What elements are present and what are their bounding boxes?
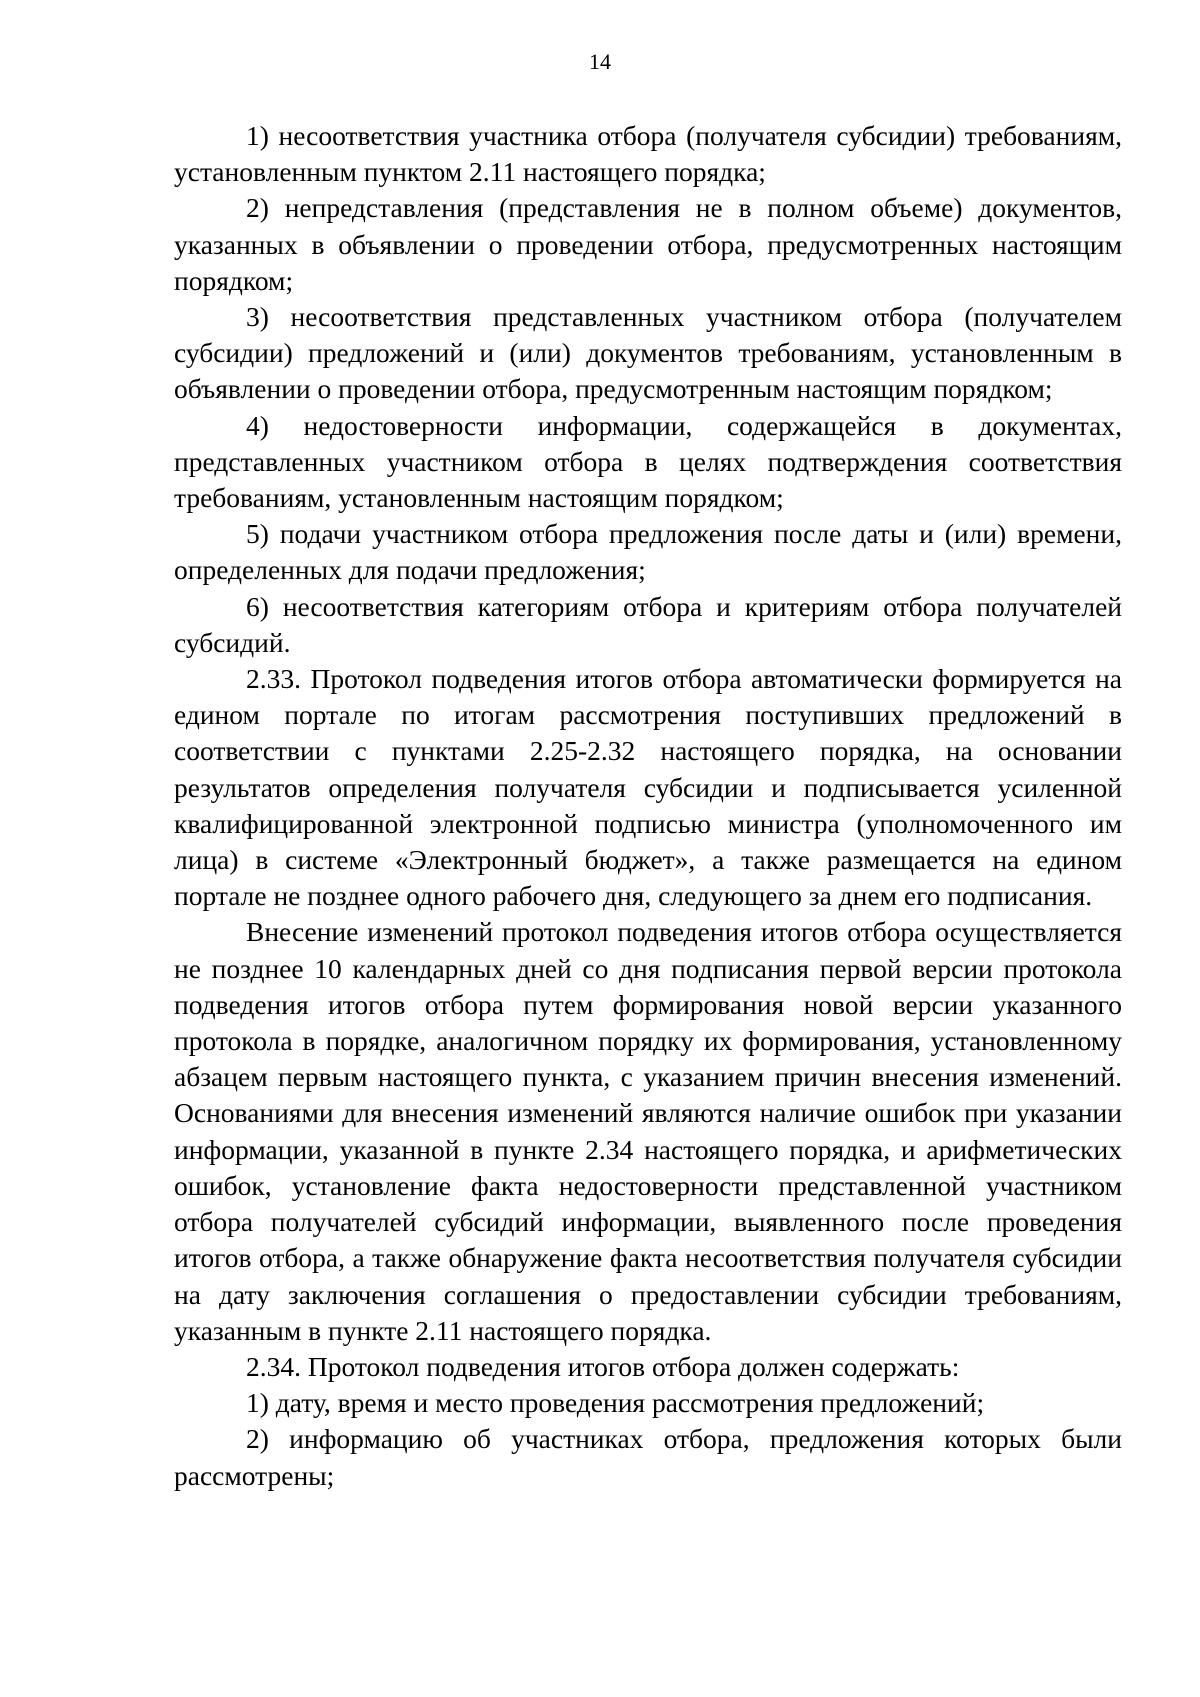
paragraph-content-item-1: 1) дату, время и место проведения рассмотрения предложений;	[246, 1387, 985, 1419]
document-body	[174, 118, 1122, 1494]
paragraph-item-4: 4) недостоверности информации, содержащейся в документах, представленных участником отбора в целях подтверждения соответствия требованиям, установленным настоящим порядком;	[174, 409, 1122, 514]
paragraph-item-2: 2) непредставления (представления не в полном объеме) документов, указанных в объявлении о проведении отбора, предусмотренных настоящим порядком;	[174, 192, 1122, 296]
paragraph-content-item-2: 2) информацию об участниках отбора, предложения которых были рассмотрены;	[174, 1423, 1122, 1491]
paragraph-item-3: 3) несоответствия представленных участником отбора (получателем субсидии) предложений и (или) документов требованиям, установленным в объявлении о проведении отбора, предусмотренным настоящим порядком;	[174, 301, 1122, 405]
paragraph-section-2-33: 2.33. Протокол подведения итогов отбора автоматически формируется на едином портале по итогам рассмотрения поступивших предложений в соответствии с пунктами 2.25-2.32 настоящего порядка, на основании результатов определения получателя субсидии и подписывается усиленной квалифицированной электронной подписью министра (уполномоченного им лица) в системе «Электронный бюджет», а также размещается на едином портале не позднее одного рабочего дня, следующего за днем его подписания.	[174, 663, 1122, 912]
paragraph-amendments: Внесение изменений протокол подведения итогов отбора осуществляется не позднее 10 календарных дней со дня подписания первой версии протокола подведения итогов отбора путем формирования новой версии указанного протокола в порядке, аналогичном порядку их формирования, установленному абзацем первым настоящего пункта, с указанием причин внесения изменений. Основаниями для внесения изменений являются наличие ошибок при указании информации, указанной в пункте 2.34 настоящего порядка, и арифметических ошибок, установление факта недостоверности представленной участником отбора получателей субсидий информации, выявленного после проведения итогов отбора, а также обнаружение факта несоответствия получателя субсидии на дату заключения соглашения о предоставлении субсидии требованиям, указанным в пункте 2.11 настоящего порядка.	[174, 916, 1122, 1346]
page-number: 14	[589, 49, 611, 74]
paragraph-item-5: 5) подачи участником отбора предложения после даты и (или) времени, определенных для подачи предложения;	[174, 518, 1122, 586]
paragraph-item-6: 6) несоответствия категориям отбора и критериям отбора получателей субсидий.	[174, 590, 1122, 658]
paragraph-item-1: 1) несоответствия участника отбора (получателя субсидии) требованиям, установленным пунктом 2.11 настоящего порядка;	[174, 120, 1122, 188]
paragraph-section-2-34: 2.34. Протокол подведения итогов отбора должен содержать:	[246, 1350, 960, 1382]
